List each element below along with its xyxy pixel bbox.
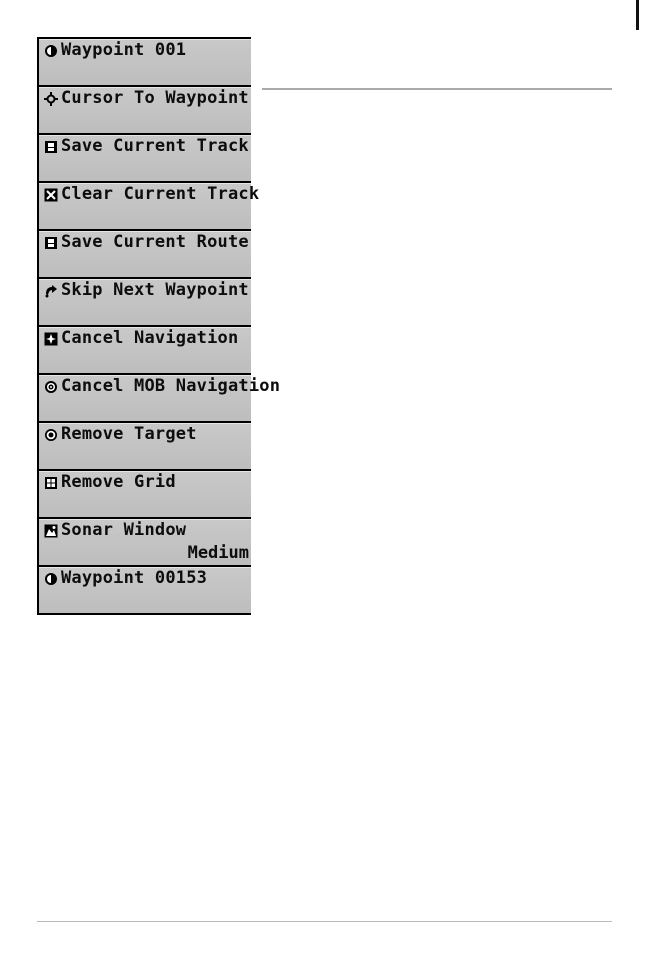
waypoint-icon: [44, 572, 58, 586]
menu-item-save-current-route[interactable]: [39, 231, 251, 279]
save-icon: [44, 236, 58, 250]
menu-item-waypoint-001[interactable]: [39, 39, 251, 87]
crosshair-icon: [44, 92, 58, 106]
mob-icon: [44, 380, 58, 394]
menu-item-waypoint-00153[interactable]: [39, 567, 251, 613]
menu-item-label: Remove Grid: [61, 472, 176, 492]
menu-item-cursor-to-waypoint[interactable]: [39, 87, 251, 135]
menu-item-label: Remove Target: [61, 424, 197, 444]
menu-item-value: Medium: [187, 543, 249, 563]
menu-item-label: Save Current Track: [61, 136, 249, 156]
cancel-navigation-icon: [44, 332, 58, 346]
section-rule: [262, 88, 612, 90]
menu-item-cancel-mob-navigation[interactable]: [39, 375, 281, 423]
menu-item-label: Skip Next Waypoint: [61, 280, 249, 300]
menu-item-label: Cancel Navigation: [61, 328, 239, 348]
menu-item-save-current-track[interactable]: [39, 135, 251, 183]
x-press-menu: [37, 37, 281, 615]
menu-item-remove-target[interactable]: [39, 423, 251, 471]
target-icon: [44, 428, 58, 442]
page-tab-marker: [636, 0, 639, 30]
menu-item-remove-grid[interactable]: [39, 471, 251, 519]
grid-icon: [44, 476, 58, 490]
menu-item-sonar-window[interactable]: [39, 519, 251, 567]
menu-item-skip-next-waypoint[interactable]: [39, 279, 251, 327]
menu-item-label: Clear Current Track: [61, 184, 260, 204]
footer-rule: [37, 921, 612, 922]
sonar-window-icon: [44, 524, 58, 538]
menu-item-label: Waypoint 00153: [61, 568, 208, 588]
menu-item-label: Cancel MOB Navigation: [61, 376, 281, 396]
menu-item-label: Save Current Route: [61, 232, 249, 252]
save-icon: [44, 140, 58, 154]
skip-icon: [44, 284, 58, 298]
waypoint-icon: [44, 44, 58, 58]
menu-item-label: Sonar Window: [61, 520, 187, 540]
menu-item-label: Cursor To Waypoint: [61, 88, 249, 108]
menu-item-label: Waypoint 001: [61, 40, 187, 60]
clear-icon: [44, 188, 58, 202]
menu-item-cancel-navigation[interactable]: [39, 327, 251, 375]
menu-item-clear-current-track[interactable]: [39, 183, 260, 231]
